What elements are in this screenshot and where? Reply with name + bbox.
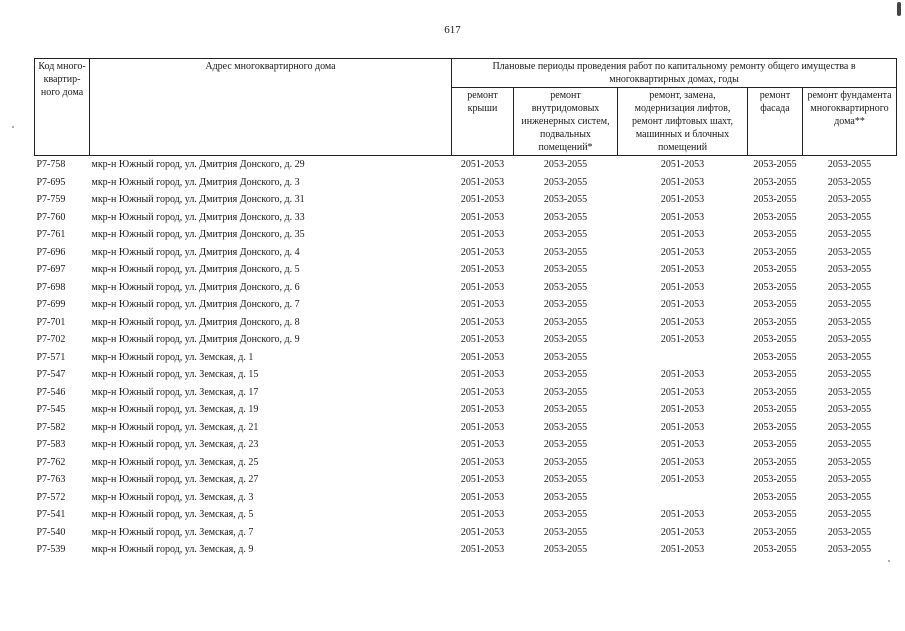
cell-systems: 2053-2055 (543, 369, 588, 381)
cell-systems: 2053-2055 (543, 194, 588, 206)
cell-roof: 2051-2053 (460, 299, 505, 311)
cell-systems: 2053-2055 (543, 404, 588, 416)
cell-code: Р7-699 (36, 299, 66, 311)
cell-code: Р7-696 (36, 246, 66, 258)
cell-facade: 2053-2055 (753, 316, 797, 328)
cell-address: мкр-н Южный город, ул. Земская, д. 17 (91, 386, 259, 398)
cell-code: Р7-761 (36, 229, 66, 241)
cell-foundation: 2053-2055 (827, 369, 872, 381)
table-row (35, 506, 897, 524)
table-row (35, 419, 897, 437)
cell-foundation: 2053-2055 (827, 316, 872, 328)
cell-lifts: 2051-2053 (660, 509, 705, 521)
header-systems: ремонт внутридомовых инженерных систем, подвальных помещений* (514, 88, 618, 156)
scan-speck (12, 126, 14, 128)
cell-code: Р7-758 (36, 159, 66, 171)
table-row (35, 331, 897, 349)
cell-facade: 2053-2055 (753, 334, 797, 346)
cell-address: мкр-н Южный город, ул. Земская, д. 25 (91, 456, 259, 468)
cell-lifts: 2051-2053 (660, 526, 705, 538)
cell-facade: 2053-2055 (753, 544, 797, 556)
cell-address: мкр-н Южный город, ул. Дмитрия Донского, д. 6 (91, 281, 300, 293)
cell-systems: 2053-2055 (543, 316, 588, 328)
table-row (35, 489, 897, 507)
cell-roof: 2051-2053 (460, 351, 505, 363)
cell-facade: 2053-2055 (753, 246, 797, 258)
cell-facade: 2053-2055 (753, 281, 797, 293)
cell-foundation: 2053-2055 (827, 334, 872, 346)
cell-roof: 2051-2053 (460, 264, 505, 276)
cell-lifts: 2051-2053 (660, 386, 705, 398)
cell-code: Р7-583 (36, 439, 66, 451)
cell-foundation: 2053-2055 (827, 491, 872, 503)
table-row (35, 314, 897, 332)
table-row (35, 454, 897, 472)
cell-lifts: 2051-2053 (660, 421, 705, 433)
cell-systems: 2053-2055 (543, 526, 588, 538)
cell-systems: 2053-2055 (543, 474, 588, 486)
cell-address: мкр-н Южный город, ул. Земская, д. 9 (91, 544, 254, 556)
cell-facade: 2053-2055 (753, 369, 797, 381)
table-row (35, 541, 897, 559)
cell-facade: 2053-2055 (753, 491, 797, 503)
cell-roof: 2051-2053 (460, 194, 505, 206)
table-row (35, 471, 897, 489)
cell-code: Р7-702 (36, 334, 66, 346)
cell-code: Р7-539 (36, 544, 66, 556)
cell-code: Р7-759 (36, 194, 66, 206)
cell-code: Р7-695 (36, 176, 66, 188)
cell-lifts: 2051-2053 (660, 264, 705, 276)
cell-code: Р7-545 (36, 404, 66, 416)
cell-address: мкр-н Южный город, ул. Земская, д. 21 (91, 421, 259, 433)
table-row (35, 279, 897, 297)
cell-roof: 2051-2053 (460, 439, 505, 451)
cell-roof: 2051-2053 (460, 229, 505, 241)
cell-lifts: 2051-2053 (660, 159, 705, 171)
cell-systems: 2053-2055 (543, 351, 588, 363)
cell-code: Р7-762 (36, 456, 66, 468)
cell-roof: 2051-2053 (460, 211, 505, 223)
cell-foundation: 2053-2055 (827, 474, 872, 486)
table-row (35, 209, 897, 227)
cell-address: мкр-н Южный город, ул. Дмитрия Донского, д. 5 (91, 264, 300, 276)
cell-foundation: 2053-2055 (827, 264, 872, 276)
cell-foundation: 2053-2055 (827, 211, 872, 223)
cell-facade: 2053-2055 (753, 211, 797, 223)
cell-foundation: 2053-2055 (827, 159, 872, 171)
cell-systems: 2053-2055 (543, 509, 588, 521)
scan-speck (888, 560, 890, 562)
cell-lifts: 2051-2053 (660, 281, 705, 293)
cell-foundation: 2053-2055 (827, 299, 872, 311)
cell-systems: 2053-2055 (543, 281, 588, 293)
table-row (35, 524, 897, 542)
cell-address: мкр-н Южный город, ул. Дмитрия Донского, д. 4 (91, 246, 300, 258)
cell-facade: 2053-2055 (753, 456, 797, 468)
cell-foundation: 2053-2055 (827, 526, 872, 538)
cell-roof: 2051-2053 (460, 544, 505, 556)
cell-facade: 2053-2055 (753, 351, 797, 363)
table-row (35, 296, 897, 314)
cell-lifts: 2051-2053 (660, 334, 705, 346)
cell-systems: 2053-2055 (543, 176, 588, 188)
cell-facade: 2053-2055 (753, 299, 797, 311)
cell-lifts: 2051-2053 (660, 316, 705, 328)
cell-systems: 2053-2055 (543, 246, 588, 258)
cell-foundation: 2053-2055 (827, 439, 872, 451)
cell-facade: 2053-2055 (753, 404, 797, 416)
cell-foundation: 2053-2055 (827, 281, 872, 293)
cell-roof: 2051-2053 (460, 491, 505, 503)
cell-code: Р7-763 (36, 474, 66, 486)
table-row (35, 366, 897, 384)
cell-address: мкр-н Южный город, ул. Земская, д. 27 (91, 474, 259, 486)
cell-address: мкр-н Южный город, ул. Дмитрия Донского, д. 7 (91, 299, 300, 311)
cell-facade: 2053-2055 (753, 194, 797, 206)
header-foundation: ремонт фундамента многоквартирного дома** (803, 88, 897, 156)
cell-lifts: 2051-2053 (660, 404, 705, 416)
cell-systems: 2053-2055 (543, 544, 588, 556)
cell-code: Р7-698 (36, 281, 66, 293)
cell-systems: 2053-2055 (543, 491, 588, 503)
cell-facade: 2053-2055 (753, 439, 797, 451)
table-row (35, 401, 897, 419)
cell-lifts (618, 489, 748, 507)
cell-address: мкр-н Южный город, ул. Земская, д. 19 (91, 404, 259, 416)
cell-roof: 2051-2053 (460, 404, 505, 416)
table-row (35, 174, 897, 192)
table-row (35, 226, 897, 244)
cell-foundation: 2053-2055 (827, 176, 872, 188)
cell-facade: 2053-2055 (753, 386, 797, 398)
cell-address: мкр-н Южный город, ул. Дмитрия Донского, д. 29 (91, 159, 305, 171)
cell-systems: 2053-2055 (543, 334, 588, 346)
cell-lifts: 2051-2053 (660, 544, 705, 556)
cell-roof: 2051-2053 (460, 159, 505, 171)
repair-schedule-table (34, 58, 897, 559)
cell-lifts: 2051-2053 (660, 176, 705, 188)
cell-code: Р7-540 (36, 526, 66, 538)
cell-systems: 2053-2055 (543, 211, 588, 223)
cell-roof: 2051-2053 (460, 369, 505, 381)
cell-facade: 2053-2055 (753, 264, 797, 276)
cell-lifts (618, 349, 748, 367)
cell-roof: 2051-2053 (460, 334, 505, 346)
cell-code: Р7-547 (36, 369, 66, 381)
cell-facade: 2053-2055 (753, 421, 797, 433)
table-row (35, 156, 897, 174)
cell-facade: 2053-2055 (753, 229, 797, 241)
cell-roof: 2051-2053 (460, 176, 505, 188)
cell-foundation: 2053-2055 (827, 351, 872, 363)
cell-address: мкр-н Южный город, ул. Земская, д. 1 (91, 351, 254, 363)
cell-roof: 2051-2053 (460, 316, 505, 328)
scan-margin-mark (897, 2, 901, 16)
cell-roof: 2051-2053 (460, 509, 505, 521)
header-facade: ремонт фасада (748, 88, 803, 156)
page-number: 617 (444, 24, 461, 36)
cell-foundation: 2053-2055 (827, 229, 872, 241)
cell-lifts: 2051-2053 (660, 246, 705, 258)
cell-systems: 2053-2055 (543, 299, 588, 311)
cell-lifts: 2051-2053 (660, 194, 705, 206)
cell-address: мкр-н Южный город, ул. Земская, д. 15 (91, 369, 259, 381)
table-row (35, 436, 897, 454)
cell-foundation: 2053-2055 (827, 544, 872, 556)
table-row (35, 349, 897, 367)
cell-roof: 2051-2053 (460, 526, 505, 538)
cell-code: Р7-571 (36, 351, 66, 363)
cell-roof: 2051-2053 (460, 386, 505, 398)
cell-foundation: 2053-2055 (827, 194, 872, 206)
table-row (35, 244, 897, 262)
cell-address: мкр-н Южный город, ул. Дмитрия Донского, д. 33 (91, 211, 305, 223)
cell-lifts: 2051-2053 (660, 456, 705, 468)
cell-lifts: 2051-2053 (660, 211, 705, 223)
cell-address: мкр-н Южный город, ул. Земская, д. 5 (91, 509, 254, 521)
cell-facade: 2053-2055 (753, 176, 797, 188)
cell-systems: 2053-2055 (543, 229, 588, 241)
cell-lifts: 2051-2053 (660, 299, 705, 311)
cell-systems: 2053-2055 (543, 386, 588, 398)
cell-systems: 2053-2055 (543, 456, 588, 468)
cell-code: Р7-582 (36, 421, 66, 433)
cell-foundation: 2053-2055 (827, 421, 872, 433)
cell-lifts: 2051-2053 (660, 474, 705, 486)
cell-foundation: 2053-2055 (827, 246, 872, 258)
cell-address: мкр-н Южный город, ул. Дмитрия Донского, д. 3 (91, 176, 300, 188)
cell-lifts: 2051-2053 (660, 439, 705, 451)
table-row (35, 384, 897, 402)
header-roof: ремонт крыши (452, 88, 514, 156)
cell-facade: 2053-2055 (753, 159, 797, 171)
header-code: Код много-квартир-ного дома (35, 59, 90, 156)
cell-address: мкр-н Южный город, ул. Земская, д. 3 (91, 491, 254, 503)
cell-address: мкр-н Южный город, ул. Дмитрия Донского, д. 35 (91, 229, 305, 241)
cell-code: Р7-760 (36, 211, 66, 223)
cell-roof: 2051-2053 (460, 474, 505, 486)
cell-systems: 2053-2055 (543, 264, 588, 276)
table-row (35, 191, 897, 209)
cell-code: Р7-572 (36, 491, 66, 503)
cell-address: мкр-н Южный город, ул. Дмитрия Донского, д. 8 (91, 316, 300, 328)
cell-foundation: 2053-2055 (827, 404, 872, 416)
cell-address: мкр-н Южный город, ул. Земская, д. 7 (91, 526, 254, 538)
header-lifts: ремонт, замена, модернизация лифтов, ремонт лифтовых шахт, машинных и блочных помещений (618, 88, 748, 156)
cell-code: Р7-697 (36, 264, 66, 276)
cell-code: Р7-541 (36, 509, 66, 521)
cell-foundation: 2053-2055 (827, 509, 872, 521)
cell-code: Р7-546 (36, 386, 66, 398)
cell-lifts: 2051-2053 (660, 369, 705, 381)
cell-facade: 2053-2055 (753, 526, 797, 538)
cell-foundation: 2053-2055 (827, 386, 872, 398)
cell-systems: 2053-2055 (543, 421, 588, 433)
header-periods: Плановые периоды проведения работ по капитальному ремонту общего имущества в многоквартирных домах, годы (452, 59, 897, 88)
cell-foundation: 2053-2055 (827, 456, 872, 468)
table-row (35, 261, 897, 279)
cell-lifts: 2051-2053 (660, 229, 705, 241)
cell-roof: 2051-2053 (460, 246, 505, 258)
cell-address: мкр-н Южный город, ул. Дмитрия Донского, д. 31 (91, 194, 305, 206)
cell-address: мкр-н Южный город, ул. Дмитрия Донского, д. 9 (91, 334, 300, 346)
cell-systems: 2053-2055 (543, 159, 588, 171)
cell-address: мкр-н Южный город, ул. Земская, д. 23 (91, 439, 259, 451)
cell-code: Р7-701 (36, 316, 66, 328)
cell-facade: 2053-2055 (753, 509, 797, 521)
header-address: Адрес многоквартирного дома (90, 59, 452, 156)
cell-roof: 2051-2053 (460, 281, 505, 293)
cell-roof: 2051-2053 (460, 421, 505, 433)
table-body (35, 156, 897, 559)
cell-roof: 2051-2053 (460, 456, 505, 468)
cell-systems: 2053-2055 (543, 439, 588, 451)
cell-facade: 2053-2055 (753, 474, 797, 486)
